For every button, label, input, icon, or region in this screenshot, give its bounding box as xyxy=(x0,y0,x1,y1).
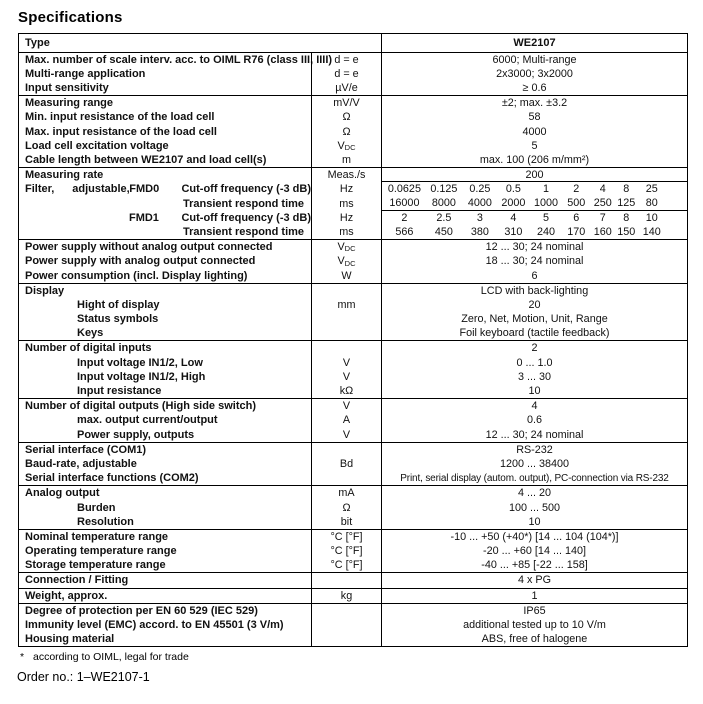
type-header-label: Type xyxy=(25,36,50,49)
table-row xyxy=(19,298,687,312)
spec-label: Max. input resistance of the load cell xyxy=(25,125,217,138)
spec-value: 4000 xyxy=(381,125,687,139)
spec-label: Measuring rate xyxy=(25,169,104,182)
document-page xyxy=(0,9,703,704)
spec-label: Power supply, outputs xyxy=(77,428,195,441)
spec-label: Analog output xyxy=(25,487,100,500)
spec-unit: mm xyxy=(311,298,381,312)
spec-value: 12 ... 30; 24 nominal xyxy=(381,240,687,254)
footnote-text: according to OIML, legal for trade xyxy=(33,651,189,664)
table-row xyxy=(19,413,687,427)
spec-unit: V DC xyxy=(311,139,381,153)
spec-unit: m xyxy=(311,153,381,167)
spec-unit: Hz xyxy=(311,182,381,196)
spec-value: -10 ... +50 (+40*) [14 ... 104 (104*)] xyxy=(381,530,687,544)
spec-value: ±2; max. ±3.2 xyxy=(381,96,687,110)
spec-value: additional tested up to 10 V/m xyxy=(381,618,687,632)
table-row xyxy=(19,384,687,398)
spec-label: Display xyxy=(25,284,65,297)
spec-label: Min. input resistance of the load cell xyxy=(25,111,215,124)
table-row xyxy=(19,340,687,355)
spec-unit: V DC xyxy=(311,240,381,254)
spec-value: 12 ... 30; 24 nominal xyxy=(381,427,687,441)
table-row xyxy=(19,95,687,110)
spec-label: Number of digital inputs xyxy=(25,342,152,355)
table-row xyxy=(19,442,687,457)
spec-label: FMD1 Cut-off frequency (-3 dB) xyxy=(128,211,311,224)
table-row xyxy=(19,239,687,254)
spec-value: ABS, free of halogene xyxy=(381,632,687,646)
spec-label: Operating temperature range xyxy=(25,545,177,558)
table-row xyxy=(19,67,687,81)
page-title: Specifications xyxy=(18,9,123,26)
table-row xyxy=(19,485,687,500)
spec-unit: Hz xyxy=(311,211,381,225)
table-row xyxy=(19,457,687,471)
spec-label: max. output current/output xyxy=(77,414,218,427)
spec-unit: kΩ xyxy=(311,384,381,398)
spec-value: -40 ... +85 [-22 ... 158] xyxy=(381,558,687,572)
spec-value: 5 xyxy=(381,139,687,153)
table-row xyxy=(19,196,687,210)
spec-unit: Ω xyxy=(311,125,381,139)
spec-unit xyxy=(311,618,381,632)
table-row xyxy=(19,515,687,529)
table-row xyxy=(19,529,687,544)
spec-unit: µV/e xyxy=(311,81,381,95)
spec-unit: mA xyxy=(311,486,381,500)
spec-value: 0.0625 0.125 0.25 0.5 1 2 4 8 25 xyxy=(381,182,687,196)
spec-value: Print, serial display (autom. output), PC-connection via RS-232 xyxy=(381,471,687,485)
spec-label: Serial interface functions (COM2) xyxy=(25,472,199,485)
order-number: Order no.: 1–WE2107-1 xyxy=(17,670,150,685)
table-row xyxy=(19,225,687,239)
spec-value: 1200 ... 38400 xyxy=(381,457,687,471)
spec-value: 100 ... 500 xyxy=(381,500,687,514)
spec-label: Cable length between WE2107 and load cell(s) xyxy=(25,154,267,166)
spec-label: Keys xyxy=(77,327,104,340)
spec-label: Input sensitivity xyxy=(25,82,109,95)
table-header-row xyxy=(19,34,687,53)
spec-unit: d = e xyxy=(311,67,381,81)
spec-value: 2 2.5 3 4 5 6 7 8 10 xyxy=(381,211,687,225)
spec-unit: bit xyxy=(311,515,381,529)
spec-label: Baud-rate, adjustable xyxy=(25,457,137,470)
spec-rows xyxy=(19,53,687,647)
table-row xyxy=(19,572,687,587)
spec-unit: d = e xyxy=(311,53,381,67)
spec-value: 2x3000; 3x2000 xyxy=(381,67,687,81)
spec-unit: W xyxy=(311,268,381,282)
spec-unit: V xyxy=(311,370,381,384)
spec-value: 1 xyxy=(381,589,687,603)
footnote-marker: * xyxy=(20,651,25,664)
table-row xyxy=(19,254,687,268)
spec-unit xyxy=(311,341,381,355)
table-row xyxy=(19,356,687,370)
spec-unit: °C [°F] xyxy=(311,558,381,572)
spec-label: Number of digital outputs (High side switch) xyxy=(25,400,256,413)
table-row xyxy=(19,471,687,485)
spec-label: Power consumption (incl. Display lighting) xyxy=(25,269,248,282)
table-row xyxy=(19,500,687,514)
spec-label: Power supply with analog output connected xyxy=(25,255,256,268)
spec-value: IP65 xyxy=(381,604,687,618)
spec-value: 4 ... 20 xyxy=(381,486,687,500)
specifications-table xyxy=(18,33,688,647)
spec-label: Transient respond time xyxy=(183,225,305,238)
table-row xyxy=(19,427,687,441)
spec-label: Transient respond time xyxy=(183,197,305,210)
spec-unit xyxy=(311,471,381,485)
table-row xyxy=(19,53,687,67)
spec-label: Load cell excitation voltage xyxy=(25,139,169,152)
spec-value: 0.6 xyxy=(381,413,687,427)
table-row xyxy=(19,544,687,558)
spec-unit: A xyxy=(311,413,381,427)
spec-label: Degree of protection per EN 60 529 (IEC 529) xyxy=(25,604,258,617)
spec-unit: V xyxy=(311,399,381,413)
spec-label: Status symbols xyxy=(77,313,159,326)
table-row xyxy=(19,110,687,124)
spec-label: Max. number of scale interv. acc. to OIML R76 (class III, IIII) xyxy=(25,53,333,66)
spec-unit: °C [°F] xyxy=(311,544,381,558)
spec-label: Multi-range application xyxy=(25,67,146,80)
spec-unit: Meas./s xyxy=(311,168,381,182)
spec-unit xyxy=(311,326,381,340)
spec-value: 4 xyxy=(381,399,687,413)
spec-value: 6 xyxy=(381,268,687,282)
spec-label: Immunity level (EMC) accord. to EN 45501 (3 V/m) xyxy=(25,619,284,631)
spec-label: Power supply without analog output connected xyxy=(25,241,273,254)
spec-unit: Bd xyxy=(311,457,381,471)
spec-label: Burden xyxy=(77,501,116,514)
table-row xyxy=(19,182,687,196)
table-row xyxy=(19,125,687,139)
table-row xyxy=(19,211,687,225)
spec-label: Input resistance xyxy=(77,385,162,397)
spec-unit: °C [°F] xyxy=(311,530,381,544)
table-row xyxy=(19,632,687,646)
spec-label: Connection / Fitting xyxy=(25,574,129,587)
spec-unit: V xyxy=(311,427,381,441)
spec-label: Nominal temperature range xyxy=(25,530,169,543)
table-row xyxy=(19,398,687,413)
spec-value: 3 ... 30 xyxy=(381,370,687,384)
spec-value: 4 x PG xyxy=(381,573,687,587)
table-row xyxy=(19,139,687,153)
spec-unit: mV/V xyxy=(311,96,381,110)
type-header-value: WE2107 xyxy=(381,34,687,52)
table-row xyxy=(19,588,687,603)
spec-label: Hight of display xyxy=(77,298,160,311)
spec-value: RS-232 xyxy=(381,443,687,457)
spec-value: 566 450 380 310 240 170 160 150 140 xyxy=(381,225,687,239)
table-row xyxy=(19,370,687,384)
table-row xyxy=(19,283,687,298)
spec-unit: ms xyxy=(311,196,381,210)
spec-value: 10 xyxy=(381,515,687,529)
table-row xyxy=(19,603,687,618)
spec-value: 58 xyxy=(381,110,687,124)
spec-value: -20 ... +60 [14 ... 140] xyxy=(381,544,687,558)
spec-value: 10 xyxy=(381,384,687,398)
table-row xyxy=(19,618,687,632)
spec-value: 0 ... 1.0 xyxy=(381,356,687,370)
spec-label: Weight, approx. xyxy=(25,589,108,602)
spec-unit: Ω xyxy=(311,500,381,514)
spec-unit: Ω xyxy=(311,110,381,124)
spec-value: Zero, Net, Motion, Unit, Range xyxy=(381,312,687,326)
spec-value: 200 xyxy=(381,168,687,182)
table-row xyxy=(19,312,687,326)
table-row xyxy=(19,81,687,95)
spec-value: LCD with back-lighting xyxy=(381,284,687,298)
spec-label: Measuring range xyxy=(25,97,114,110)
spec-unit: kg xyxy=(311,589,381,603)
spec-label: Resolution xyxy=(77,515,134,528)
spec-label: Housing material xyxy=(25,633,115,646)
footnote xyxy=(20,651,703,663)
spec-label: Input voltage IN1/2, Low xyxy=(77,356,203,369)
spec-unit: V DC xyxy=(311,254,381,268)
spec-label: Input voltage IN1/2, High xyxy=(77,370,206,383)
spec-label: Filter, adjustable, FMD0 Cut-off frequency (-3 dB) xyxy=(25,183,311,196)
spec-unit xyxy=(311,443,381,457)
table-row xyxy=(19,153,687,167)
table-row xyxy=(19,268,687,282)
spec-value: 16000 8000 4000 2000 1000 500 250 125 80 xyxy=(381,196,687,210)
spec-value: 20 xyxy=(381,298,687,312)
spec-value: ≥ 0.6 xyxy=(381,81,687,95)
spec-unit xyxy=(311,573,381,587)
spec-value: Foil keyboard (tactile feedback) xyxy=(381,326,687,340)
table-row xyxy=(19,326,687,340)
table-row xyxy=(19,167,687,182)
spec-unit xyxy=(311,312,381,326)
spec-unit xyxy=(311,632,381,646)
spec-value: max. 100 (206 m/mm²) xyxy=(381,153,687,167)
spec-label: Serial interface (COM1) xyxy=(25,443,147,456)
spec-unit xyxy=(311,284,381,298)
spec-unit: V xyxy=(311,356,381,370)
table-row xyxy=(19,558,687,572)
spec-value: 18 ... 30; 24 nominal xyxy=(381,254,687,268)
spec-unit xyxy=(311,604,381,618)
spec-label: Storage temperature range xyxy=(25,559,166,572)
spec-unit: ms xyxy=(311,225,381,239)
spec-value: 6000; Multi-range xyxy=(381,53,687,67)
spec-value: 2 xyxy=(381,341,687,355)
